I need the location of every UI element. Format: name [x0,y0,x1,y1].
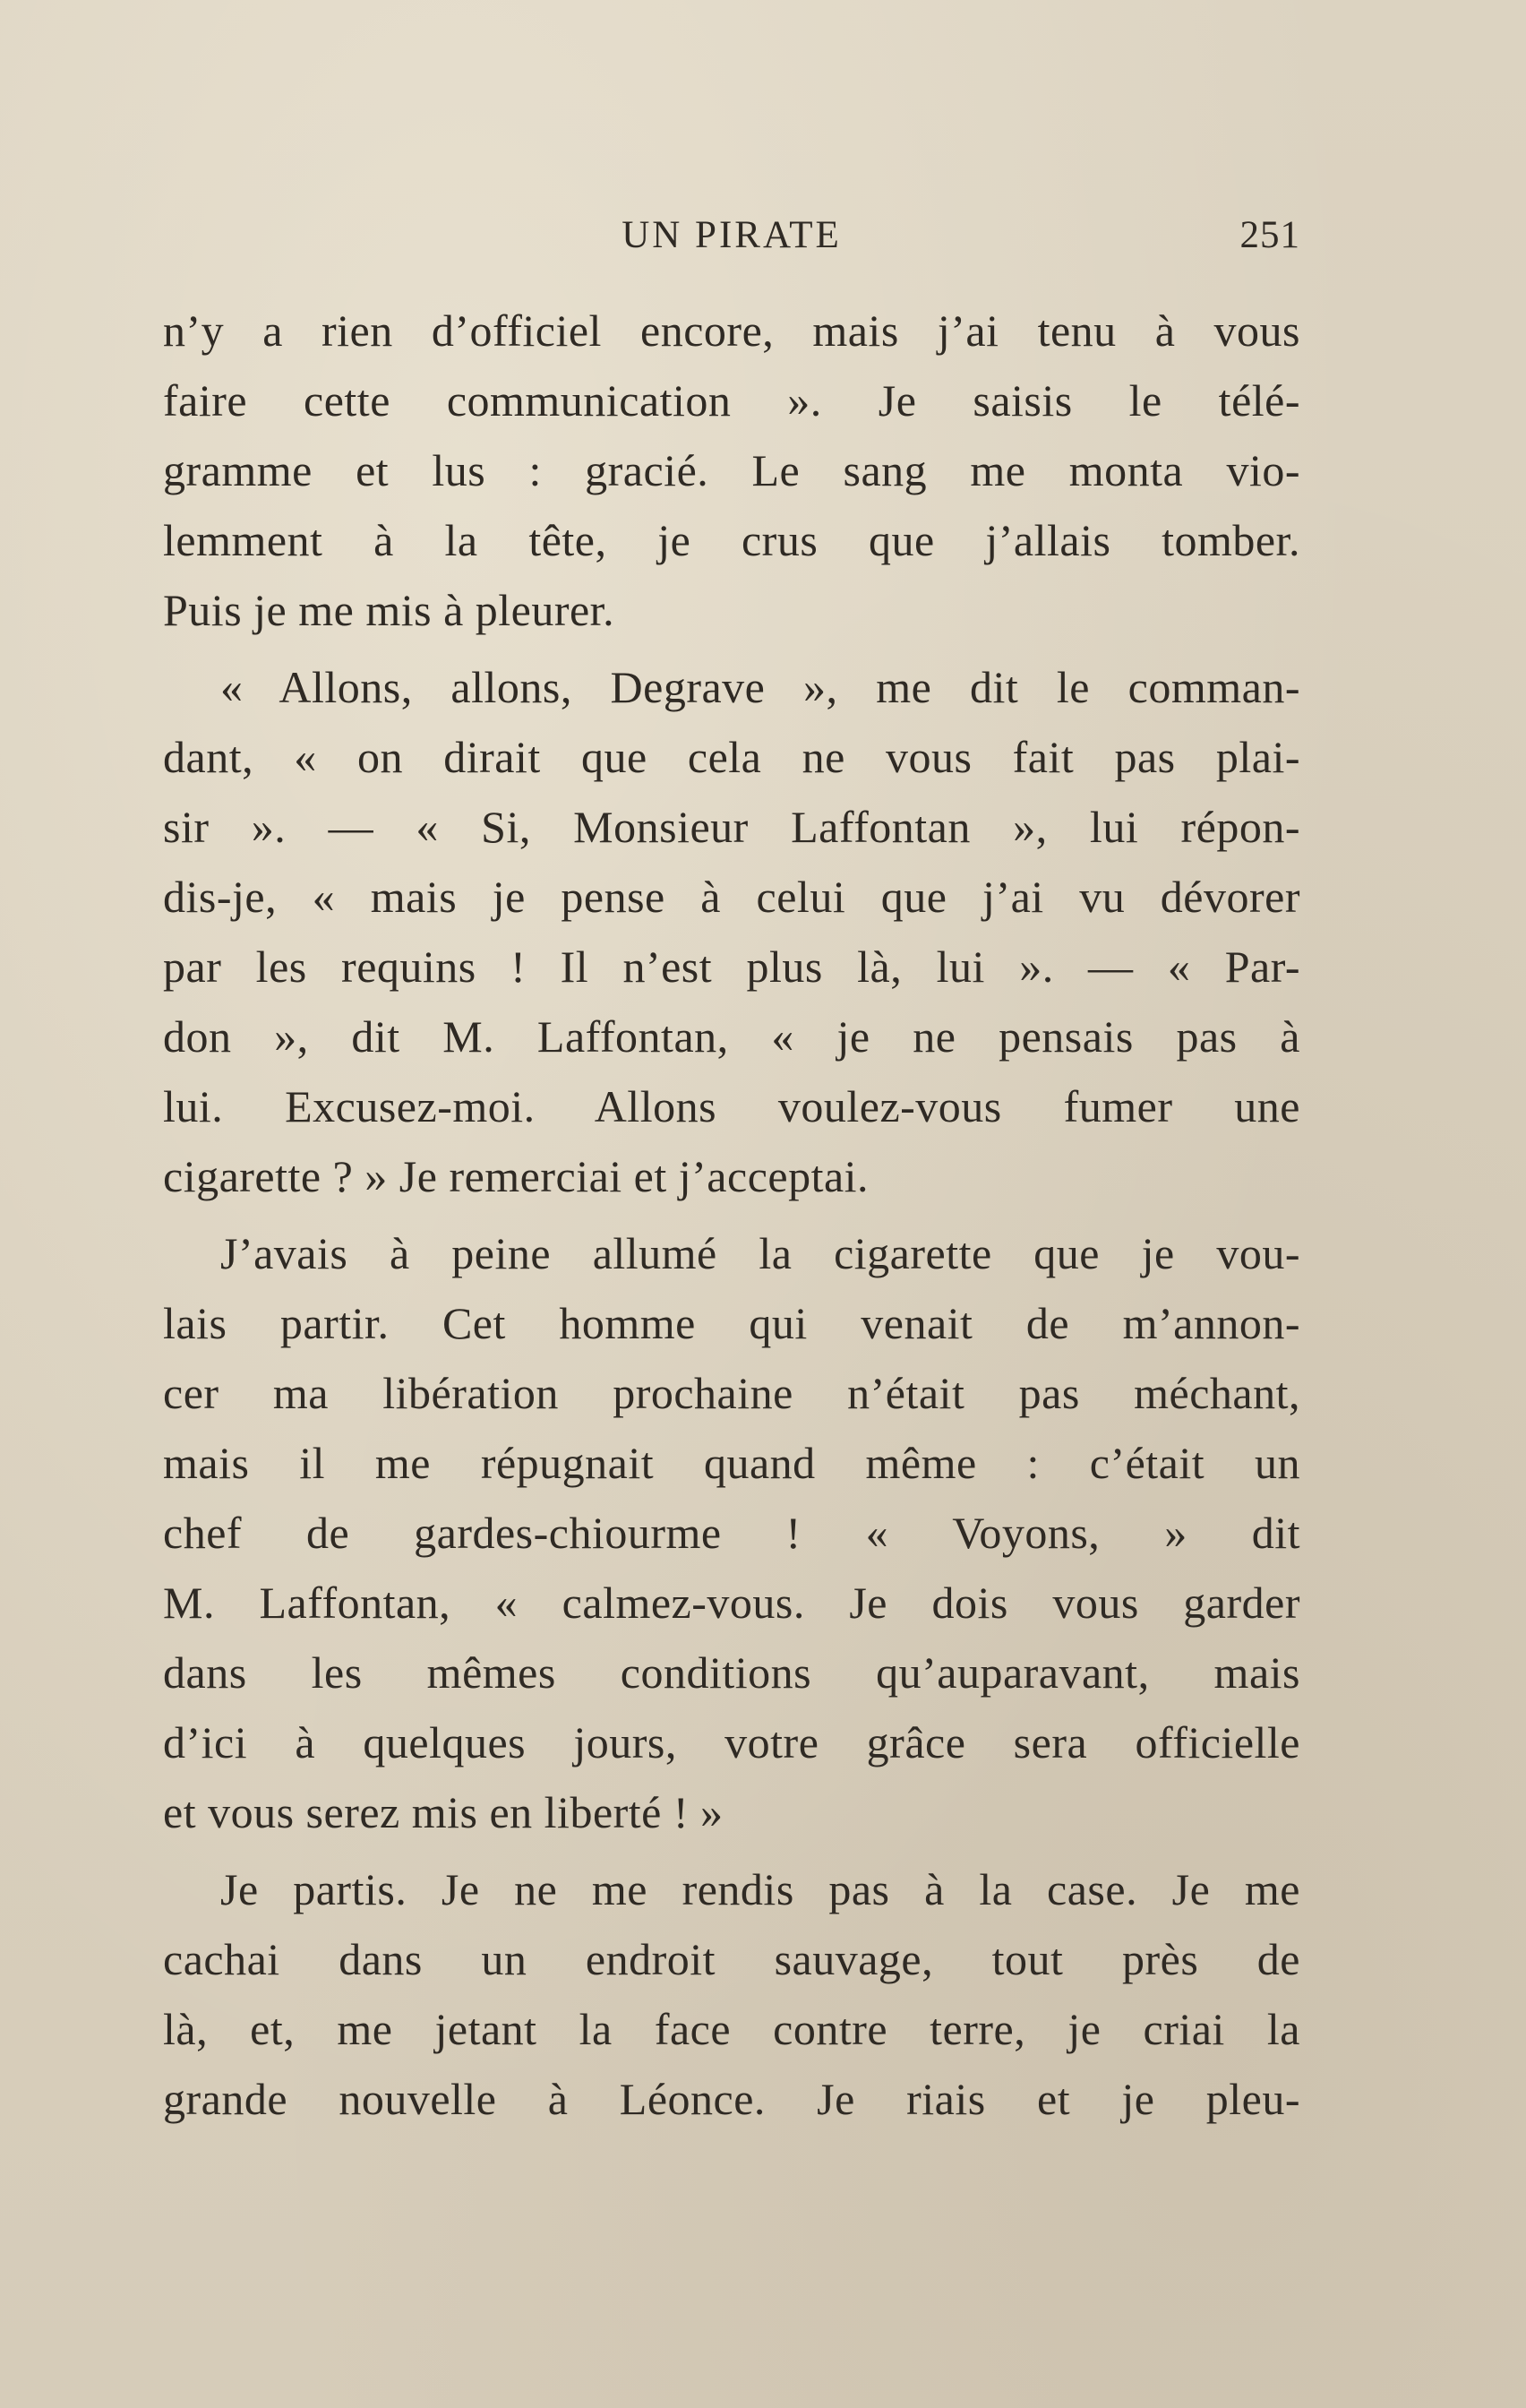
text-line: dis-je, « mais je pense à celui que j’ai vu dévorer [163,872,1300,922]
text-line: don », dit M. Laffontan, « je ne pensais pas à [163,1011,1300,1062]
text-line: Puis je me mis à pleurer. [163,585,615,635]
text-line: cigarette ? » Je remerciai et j’acceptai. [163,1151,870,1201]
text-line: par les requins ! Il n’est plus là, lui ». — « Par- [163,942,1300,992]
page-number: 251 [1239,214,1300,256]
text-line: J’avais à peine allumé la cigarette que je vou- [220,1228,1300,1278]
text-line: cachai dans un endroit sauvage, tout près de [163,1934,1300,1984]
text-line: dans les mêmes conditions qu’auparavant, mais [163,1647,1300,1698]
text-line: sir ». — « Si, Monsieur Laffontan », lui répon- [163,802,1300,852]
text-line: cer ma libération prochaine n’était pas méchant, [163,1368,1300,1418]
text-line: et vous serez mis en liberté ! » [163,1787,724,1837]
text-line: dant, « on dirait que cela ne vous fait pas plai- [163,732,1300,782]
text-line: lais partir. Cet homme qui venait de m’annon- [163,1298,1300,1348]
text-line: chef de gardes-chiourme ! « Voyons, » dit [163,1508,1300,1558]
text-line: Je partis. Je ne me rendis pas à la case. Je me [220,1864,1300,1914]
text-line: lui. Excusez-moi. Allons voulez-vous fumer une [163,1081,1300,1131]
text-line: gramme et lus : gracié. Le sang me monta vio- [163,445,1300,495]
text-line: M. Laffontan, « calmez-vous. Je dois vous garder [163,1578,1300,1628]
text-line: n’y a rien d’officiel encore, mais j’ai tenu à vous [163,305,1300,356]
text-line: mais il me répugnait quand même : c’était un [163,1438,1300,1488]
running-title: UN PIRATE [622,214,842,256]
text-line: grande nouvelle à Léonce. Je riais et je pleu- [163,2074,1300,2124]
text-line: « Allons, allons, Degrave », me dit le comman- [220,662,1300,712]
text-line: là, et, me jetant la face contre terre, je criai la [163,2004,1300,2054]
running-head [163,204,1300,267]
text-line: faire cette communication ». Je saisis le télé- [163,375,1300,426]
text-line: lemment à la tête, je crus que j’allais tomber. [163,515,1300,565]
body-text [163,296,1300,2134]
text-line: d’ici à quelques jours, votre grâce sera officielle [163,1717,1300,1767]
